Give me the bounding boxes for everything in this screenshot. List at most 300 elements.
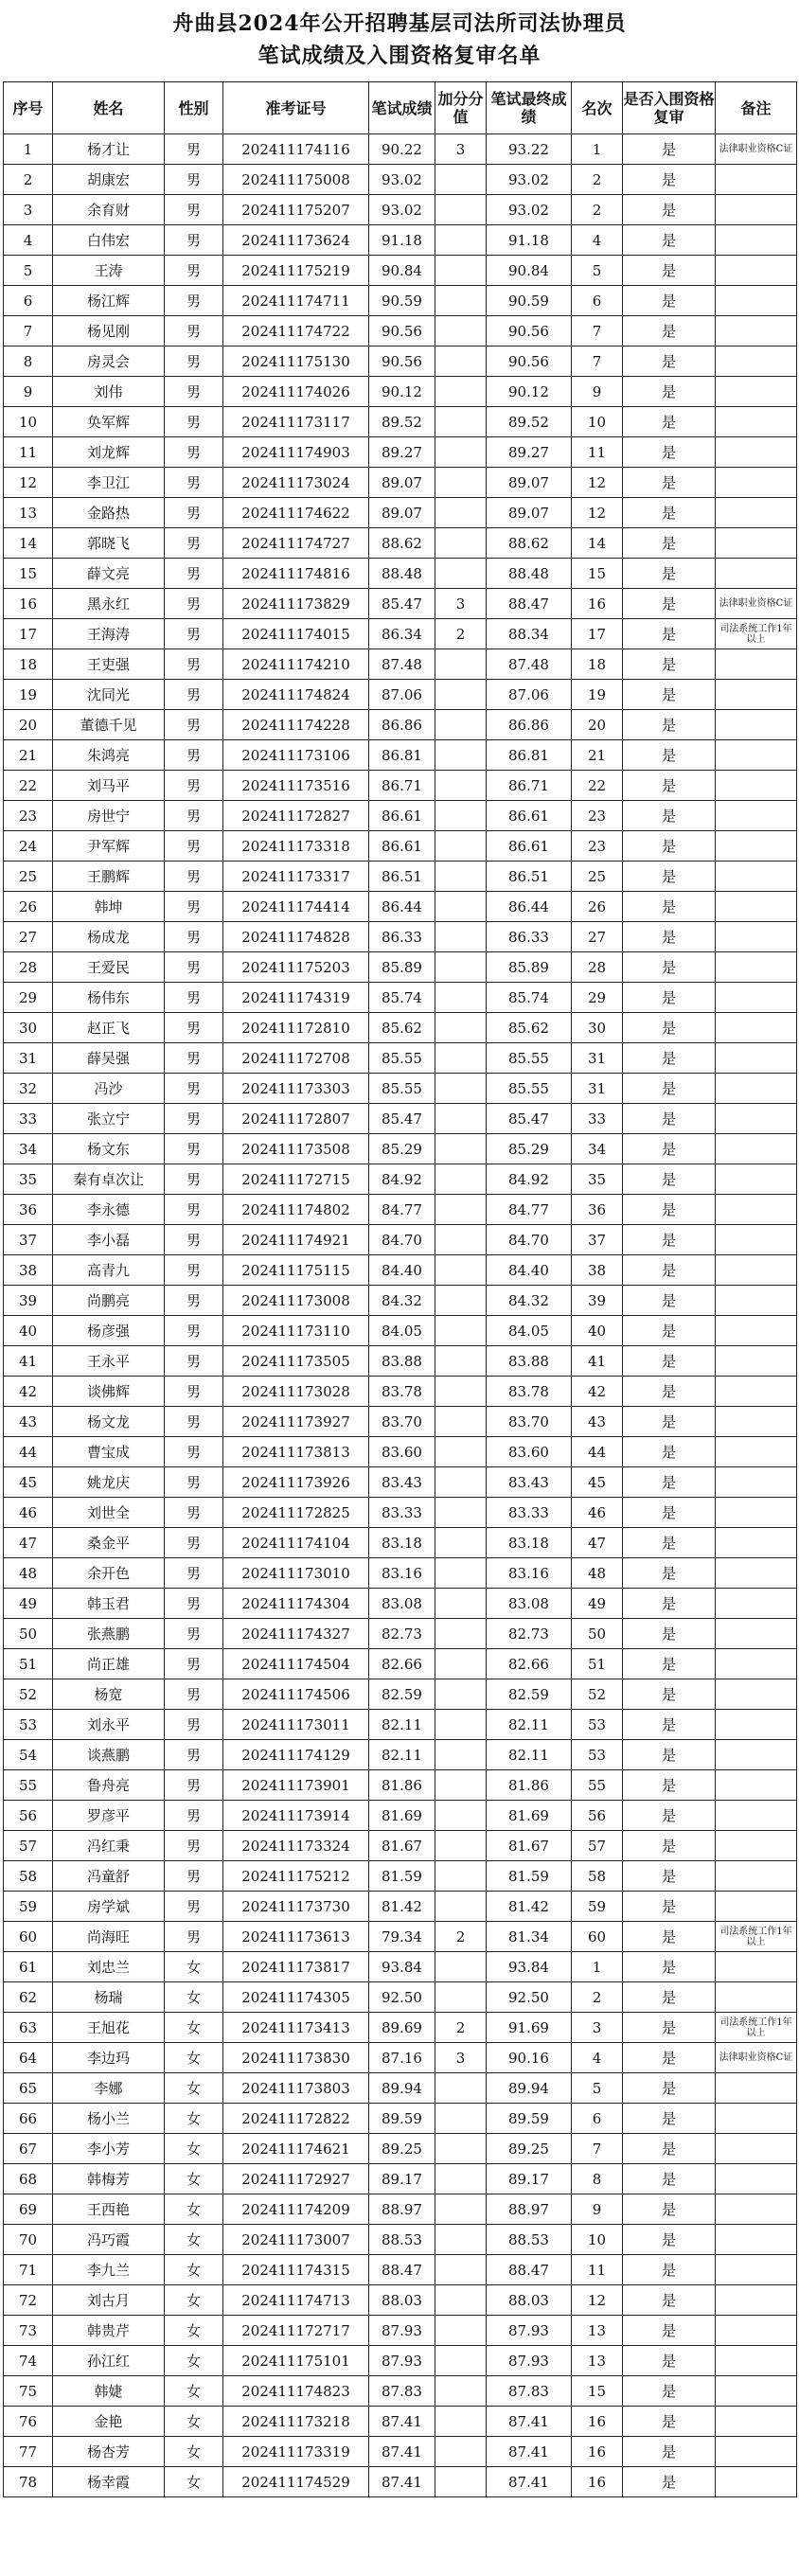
cell-qualified: 是 xyxy=(623,801,716,831)
cell-bonus xyxy=(435,407,487,437)
cell-written-score: 79.34 xyxy=(369,1922,435,1952)
cell-name: 冯巧霞 xyxy=(53,2225,165,2255)
cell-note xyxy=(716,1407,797,1437)
cell-seq: 75 xyxy=(4,2376,53,2407)
cell-written-score: 85.55 xyxy=(369,1043,435,1074)
cell-rank: 3 xyxy=(572,2013,623,2043)
title-line-2: 笔试成绩及入围资格复审名单 xyxy=(257,44,542,68)
cell-bonus xyxy=(435,1770,487,1801)
cell-bonus xyxy=(435,1801,487,1831)
cell-seq: 67 xyxy=(4,2134,53,2164)
cell-written-score: 82.73 xyxy=(369,1619,435,1649)
cell-gender: 男 xyxy=(165,649,223,680)
cell-bonus: 2 xyxy=(435,619,487,649)
cell-written-score: 83.18 xyxy=(369,1528,435,1558)
table-row xyxy=(4,498,797,528)
cell-name: 余育财 xyxy=(53,195,165,225)
cell-seq: 40 xyxy=(4,1316,53,1346)
cell-note xyxy=(716,1831,797,1861)
cell-name: 尹军辉 xyxy=(53,831,165,862)
table-row xyxy=(4,983,797,1013)
cell-bonus xyxy=(435,559,487,589)
cell-qualified: 是 xyxy=(623,316,716,346)
cell-qualified: 是 xyxy=(623,2043,716,2073)
cell-qualified: 是 xyxy=(623,1619,716,1649)
cell-note xyxy=(716,983,797,1013)
cell-qualified: 是 xyxy=(623,589,716,619)
cell-final-score: 85.29 xyxy=(487,1134,572,1164)
cell-written-score: 82.59 xyxy=(369,1679,435,1710)
cell-note xyxy=(716,2376,797,2407)
cell-name: 李小磊 xyxy=(53,1225,165,1255)
cell-bonus xyxy=(435,195,487,225)
cell-rank: 16 xyxy=(572,2467,623,2497)
cell-name: 李小芳 xyxy=(53,2134,165,2164)
cell-name: 韩婕 xyxy=(53,2376,165,2407)
table-row xyxy=(4,2316,797,2346)
cell-seq: 63 xyxy=(4,2013,53,2043)
cell-seq: 29 xyxy=(4,983,53,1013)
cell-note xyxy=(716,1104,797,1134)
table-row xyxy=(4,1679,797,1710)
cell-written-score: 87.48 xyxy=(369,649,435,680)
cell-name: 杨彦强 xyxy=(53,1316,165,1346)
cell-rank: 12 xyxy=(572,498,623,528)
table-body xyxy=(4,134,797,2497)
cell-qualified: 是 xyxy=(623,1982,716,2013)
cell-qualified: 是 xyxy=(623,771,716,801)
cell-exam-id: 202411173011 xyxy=(223,1710,369,1740)
cell-note xyxy=(716,225,797,256)
cell-exam-id: 202411174824 xyxy=(223,680,369,710)
cell-rank: 2 xyxy=(572,165,623,195)
cell-note xyxy=(716,649,797,680)
table-row xyxy=(4,1407,797,1437)
cell-rank: 47 xyxy=(572,1528,623,1558)
cell-final-score: 83.78 xyxy=(487,1377,572,1407)
cell-gender: 男 xyxy=(165,377,223,407)
cell-name: 杨小兰 xyxy=(53,2104,165,2134)
header-note: 备注 xyxy=(716,82,797,134)
cell-qualified: 是 xyxy=(623,2013,716,2043)
cell-note xyxy=(716,1952,797,1982)
cell-rank: 6 xyxy=(572,2104,623,2134)
cell-written-score: 90.59 xyxy=(369,286,435,316)
cell-gender: 男 xyxy=(165,498,223,528)
cell-qualified: 是 xyxy=(623,1346,716,1377)
cell-qualified: 是 xyxy=(623,1558,716,1589)
cell-name: 王涛 xyxy=(53,256,165,286)
cell-rank: 36 xyxy=(572,1195,623,1225)
cell-final-score: 86.61 xyxy=(487,801,572,831)
cell-final-score: 89.25 xyxy=(487,2134,572,2164)
cell-name: 王西艳 xyxy=(53,2194,165,2225)
cell-seq: 56 xyxy=(4,1801,53,1831)
cell-bonus xyxy=(435,1437,487,1467)
cell-seq: 6 xyxy=(4,286,53,316)
cell-note xyxy=(716,1377,797,1407)
cell-rank: 57 xyxy=(572,1831,623,1861)
cell-rank: 56 xyxy=(572,1801,623,1831)
cell-written-score: 84.77 xyxy=(369,1195,435,1225)
table-row xyxy=(4,1589,797,1619)
cell-exam-id: 202411173324 xyxy=(223,1831,369,1861)
cell-final-score: 83.18 xyxy=(487,1528,572,1558)
header-name: 姓名 xyxy=(53,82,165,134)
cell-seq: 34 xyxy=(4,1134,53,1164)
cell-final-score: 88.03 xyxy=(487,2285,572,2316)
cell-gender: 男 xyxy=(165,528,223,559)
cell-gender: 男 xyxy=(165,1558,223,1589)
cell-gender: 男 xyxy=(165,1498,223,1528)
cell-final-score: 86.71 xyxy=(487,771,572,801)
table-row xyxy=(4,1377,797,1407)
table-row xyxy=(4,619,797,649)
table-row xyxy=(4,1952,797,1982)
cell-exam-id: 202411172827 xyxy=(223,801,369,831)
cell-gender: 男 xyxy=(165,286,223,316)
cell-seq: 68 xyxy=(4,2164,53,2194)
cell-note xyxy=(716,437,797,468)
cell-written-score: 86.61 xyxy=(369,831,435,862)
table-row xyxy=(4,801,797,831)
cell-written-score: 88.97 xyxy=(369,2194,435,2225)
cell-bonus xyxy=(435,316,487,346)
cell-gender: 女 xyxy=(165,2255,223,2285)
cell-rank: 53 xyxy=(572,1710,623,1740)
cell-qualified: 是 xyxy=(623,831,716,862)
cell-rank: 20 xyxy=(572,710,623,740)
cell-seq: 64 xyxy=(4,2043,53,2073)
cell-written-score: 81.69 xyxy=(369,1801,435,1831)
cell-name: 杨瑞 xyxy=(53,1982,165,2013)
cell-seq: 50 xyxy=(4,1619,53,1649)
cell-gender: 女 xyxy=(165,2043,223,2073)
table-row xyxy=(4,2013,797,2043)
cell-gender: 男 xyxy=(165,1195,223,1225)
cell-rank: 2 xyxy=(572,1982,623,2013)
table-row xyxy=(4,710,797,740)
header-final-score: 笔试最终成绩 xyxy=(487,82,572,134)
cell-final-score: 93.02 xyxy=(487,195,572,225)
cell-bonus xyxy=(435,1043,487,1074)
cell-exam-id: 202411173508 xyxy=(223,1134,369,1164)
table-row xyxy=(4,316,797,346)
cell-final-score: 83.70 xyxy=(487,1407,572,1437)
cell-final-score: 89.59 xyxy=(487,2104,572,2134)
cell-written-score: 89.27 xyxy=(369,437,435,468)
cell-qualified: 是 xyxy=(623,680,716,710)
cell-qualified: 是 xyxy=(623,195,716,225)
cell-rank: 10 xyxy=(572,407,623,437)
cell-rank: 14 xyxy=(572,528,623,559)
cell-exam-id: 202411172822 xyxy=(223,2104,369,2134)
cell-exam-id: 202411174722 xyxy=(223,316,369,346)
table-row xyxy=(4,1892,797,1922)
cell-final-score: 90.84 xyxy=(487,256,572,286)
cell-final-score: 88.97 xyxy=(487,2194,572,2225)
cell-name: 韩梅芳 xyxy=(53,2164,165,2194)
table-row xyxy=(4,256,797,286)
cell-gender: 男 xyxy=(165,1407,223,1437)
cell-note xyxy=(716,892,797,922)
cell-rank: 42 xyxy=(572,1377,623,1407)
cell-bonus xyxy=(435,1498,487,1528)
table-row xyxy=(4,1770,797,1801)
cell-qualified: 是 xyxy=(623,1074,716,1104)
cell-note: 法律职业资格C证 xyxy=(716,2043,797,2073)
cell-exam-id: 202411174228 xyxy=(223,710,369,740)
cell-written-score: 86.71 xyxy=(369,771,435,801)
cell-note xyxy=(716,771,797,801)
cell-bonus xyxy=(435,498,487,528)
cell-note xyxy=(716,1074,797,1104)
cell-gender: 男 xyxy=(165,1346,223,1377)
cell-note xyxy=(716,528,797,559)
cell-qualified: 是 xyxy=(623,1892,716,1922)
cell-final-score: 81.34 xyxy=(487,1922,572,1952)
cell-final-score: 81.86 xyxy=(487,1770,572,1801)
cell-bonus: 3 xyxy=(435,589,487,619)
cell-written-score: 87.41 xyxy=(369,2437,435,2467)
cell-gender: 男 xyxy=(165,1589,223,1619)
table-row xyxy=(4,2376,797,2407)
cell-name: 朱鸿亮 xyxy=(53,740,165,771)
table-row xyxy=(4,1316,797,1346)
cell-seq: 60 xyxy=(4,1922,53,1952)
cell-bonus xyxy=(435,437,487,468)
cell-name: 董德千见 xyxy=(53,710,165,740)
cell-bonus xyxy=(435,892,487,922)
cell-exam-id: 202411173624 xyxy=(223,225,369,256)
table-row xyxy=(4,1164,797,1195)
cell-qualified: 是 xyxy=(623,165,716,195)
cell-final-score: 87.41 xyxy=(487,2407,572,2437)
cell-qualified: 是 xyxy=(623,2437,716,2467)
cell-final-score: 82.66 xyxy=(487,1649,572,1679)
cell-bonus xyxy=(435,1467,487,1498)
cell-exam-id: 202411172717 xyxy=(223,2316,369,2346)
cell-bonus xyxy=(435,528,487,559)
cell-final-score: 90.56 xyxy=(487,346,572,377)
cell-bonus xyxy=(435,2437,487,2467)
cell-bonus xyxy=(435,377,487,407)
cell-exam-id: 202411173926 xyxy=(223,1467,369,1498)
cell-qualified: 是 xyxy=(623,952,716,983)
cell-exam-id: 202411173613 xyxy=(223,1922,369,1952)
cell-exam-id: 202411174921 xyxy=(223,1225,369,1255)
cell-exam-id: 202411173505 xyxy=(223,1346,369,1377)
cell-final-score: 93.22 xyxy=(487,134,572,165)
cell-qualified: 是 xyxy=(623,2134,716,2164)
cell-final-score: 91.18 xyxy=(487,225,572,256)
cell-bonus xyxy=(435,1619,487,1649)
cell-seq: 3 xyxy=(4,195,53,225)
cell-exam-id: 202411173830 xyxy=(223,2043,369,2073)
cell-bonus xyxy=(435,831,487,862)
cell-final-score: 84.77 xyxy=(487,1195,572,1225)
cell-name: 秦有卓次让 xyxy=(53,1164,165,1195)
cell-written-score: 85.47 xyxy=(369,1104,435,1134)
cell-seq: 8 xyxy=(4,346,53,377)
cell-name: 杨文龙 xyxy=(53,1407,165,1437)
cell-name: 高青九 xyxy=(53,1255,165,1286)
cell-rank: 18 xyxy=(572,649,623,680)
cell-qualified: 是 xyxy=(623,2467,716,2497)
cell-seq: 71 xyxy=(4,2255,53,2285)
cell-name: 沈同光 xyxy=(53,680,165,710)
cell-name: 刘永平 xyxy=(53,1710,165,1740)
cell-written-score: 90.12 xyxy=(369,377,435,407)
cell-qualified: 是 xyxy=(623,1831,716,1861)
cell-written-score: 93.84 xyxy=(369,1952,435,1982)
cell-name: 张燕鹏 xyxy=(53,1619,165,1649)
cell-name: 杨杏芳 xyxy=(53,2437,165,2467)
cell-name: 杨见刚 xyxy=(53,316,165,346)
cell-written-score: 89.25 xyxy=(369,2134,435,2164)
table-row xyxy=(4,1528,797,1558)
cell-name: 王永平 xyxy=(53,1346,165,1377)
cell-written-score: 88.48 xyxy=(369,559,435,589)
cell-written-score: 83.43 xyxy=(369,1467,435,1498)
cell-bonus: 3 xyxy=(435,2043,487,2073)
cell-exam-id: 202411173303 xyxy=(223,1074,369,1104)
results-table xyxy=(3,81,797,2497)
cell-final-score: 86.51 xyxy=(487,862,572,892)
cell-qualified: 是 xyxy=(623,225,716,256)
cell-bonus xyxy=(435,1589,487,1619)
cell-written-score: 90.56 xyxy=(369,316,435,346)
cell-qualified: 是 xyxy=(623,1437,716,1467)
header-row xyxy=(4,82,797,134)
cell-gender: 男 xyxy=(165,1164,223,1195)
cell-written-score: 87.93 xyxy=(369,2346,435,2376)
cell-note xyxy=(716,377,797,407)
cell-note xyxy=(716,740,797,771)
cell-qualified: 是 xyxy=(623,740,716,771)
cell-written-score: 83.16 xyxy=(369,1558,435,1589)
cell-gender: 男 xyxy=(165,316,223,346)
cell-gender: 男 xyxy=(165,225,223,256)
cell-gender: 男 xyxy=(165,437,223,468)
cell-qualified: 是 xyxy=(623,528,716,559)
cell-exam-id: 202411174713 xyxy=(223,2285,369,2316)
cell-qualified: 是 xyxy=(623,1407,716,1437)
cell-name: 罗彦平 xyxy=(53,1801,165,1831)
cell-gender: 男 xyxy=(165,1892,223,1922)
cell-final-score: 92.50 xyxy=(487,1982,572,2013)
cell-name: 尚鹏亮 xyxy=(53,1286,165,1316)
table-row xyxy=(4,528,797,559)
cell-gender: 女 xyxy=(165,2376,223,2407)
cell-written-score: 89.59 xyxy=(369,2104,435,2134)
cell-written-score: 81.86 xyxy=(369,1770,435,1801)
cell-name: 杨成龙 xyxy=(53,922,165,952)
cell-seq: 22 xyxy=(4,771,53,801)
cell-gender: 男 xyxy=(165,1377,223,1407)
cell-rank: 8 xyxy=(572,2164,623,2194)
cell-seq: 4 xyxy=(4,225,53,256)
table-row xyxy=(4,589,797,619)
cell-bonus: 2 xyxy=(435,2013,487,2043)
cell-seq: 73 xyxy=(4,2316,53,2346)
cell-written-score: 85.55 xyxy=(369,1074,435,1104)
cell-name: 薛文亮 xyxy=(53,559,165,589)
cell-final-score: 86.44 xyxy=(487,892,572,922)
cell-name: 房灵会 xyxy=(53,346,165,377)
cell-note xyxy=(716,831,797,862)
cell-gender: 男 xyxy=(165,1861,223,1892)
cell-name: 杨江辉 xyxy=(53,286,165,316)
cell-exam-id: 202411174828 xyxy=(223,922,369,952)
cell-gender: 女 xyxy=(165,2285,223,2316)
table-row xyxy=(4,862,797,892)
cell-final-score: 82.11 xyxy=(487,1740,572,1770)
cell-seq: 11 xyxy=(4,437,53,468)
cell-written-score: 82.11 xyxy=(369,1740,435,1770)
cell-seq: 43 xyxy=(4,1407,53,1437)
cell-exam-id: 202411173516 xyxy=(223,771,369,801)
cell-exam-id: 202411175101 xyxy=(223,2346,369,2376)
cell-written-score: 86.51 xyxy=(369,862,435,892)
cell-note xyxy=(716,2134,797,2164)
cell-seq: 65 xyxy=(4,2073,53,2104)
cell-name: 冯沙 xyxy=(53,1074,165,1104)
cell-seq: 26 xyxy=(4,892,53,922)
cell-note xyxy=(716,1801,797,1831)
cell-final-score: 85.47 xyxy=(487,1104,572,1134)
cell-written-score: 83.60 xyxy=(369,1437,435,1467)
cell-bonus xyxy=(435,1134,487,1164)
cell-final-score: 89.07 xyxy=(487,498,572,528)
table-row xyxy=(4,1225,797,1255)
cell-seq: 9 xyxy=(4,377,53,407)
cell-bonus xyxy=(435,1346,487,1377)
cell-name: 郭晓飞 xyxy=(53,528,165,559)
cell-bonus xyxy=(435,649,487,680)
cell-gender: 女 xyxy=(165,2437,223,2467)
cell-seq: 52 xyxy=(4,1679,53,1710)
cell-rank: 11 xyxy=(572,437,623,468)
table-row xyxy=(4,1740,797,1770)
cell-note xyxy=(716,922,797,952)
cell-written-score: 89.94 xyxy=(369,2073,435,2104)
cell-qualified: 是 xyxy=(623,286,716,316)
cell-gender: 男 xyxy=(165,1679,223,1710)
cell-name: 杨才让 xyxy=(53,134,165,165)
cell-note xyxy=(716,346,797,377)
cell-seq: 17 xyxy=(4,619,53,649)
header-gender: 性别 xyxy=(165,82,223,134)
table-row xyxy=(4,2346,797,2376)
cell-final-score: 82.59 xyxy=(487,1679,572,1710)
cell-gender: 男 xyxy=(165,1286,223,1316)
cell-seq: 55 xyxy=(4,1770,53,1801)
cell-gender: 女 xyxy=(165,2073,223,2104)
table-row xyxy=(4,649,797,680)
table-row xyxy=(4,377,797,407)
cell-note xyxy=(716,2467,797,2497)
cell-qualified: 是 xyxy=(623,1679,716,1710)
table-row xyxy=(4,1437,797,1467)
cell-qualified: 是 xyxy=(623,983,716,1013)
cell-qualified: 是 xyxy=(623,2407,716,2437)
cell-final-score: 81.67 xyxy=(487,1831,572,1861)
cell-note xyxy=(716,2346,797,2376)
cell-note xyxy=(716,407,797,437)
table-row xyxy=(4,286,797,316)
cell-seq: 27 xyxy=(4,922,53,952)
